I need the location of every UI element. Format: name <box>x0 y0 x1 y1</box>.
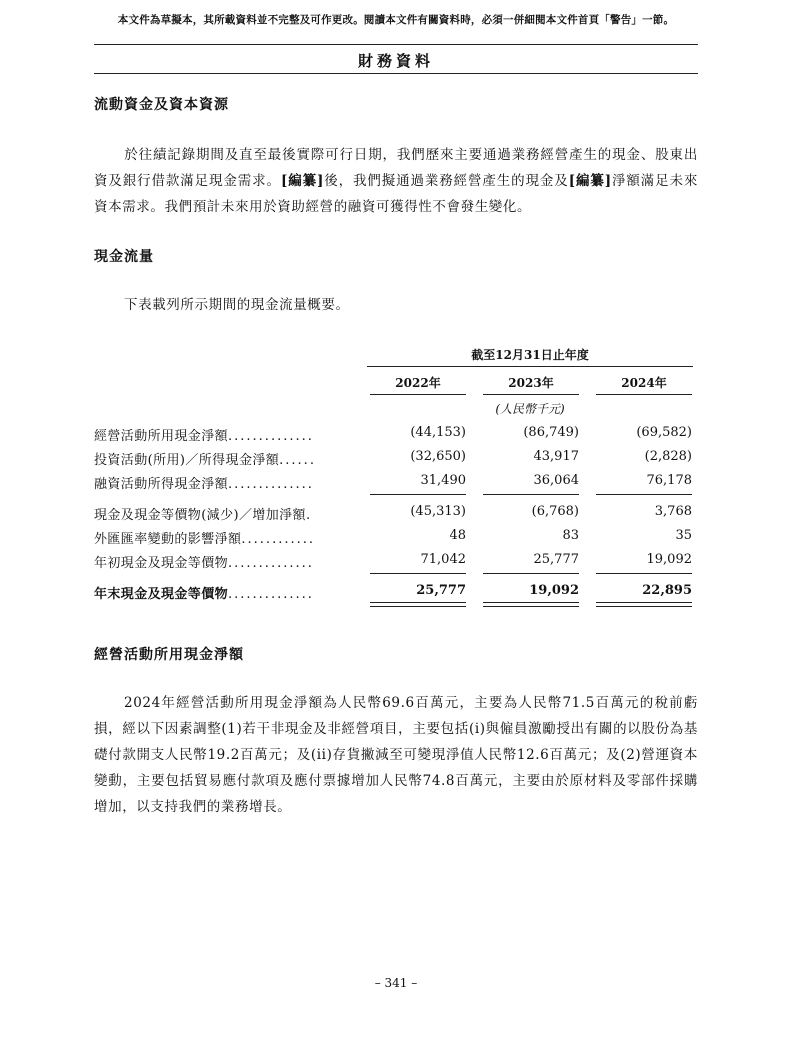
cell-value: 36,064 <box>533 473 579 488</box>
year-header-2024: 2024年 <box>621 376 667 390</box>
redacted-marker-2: [編纂] <box>568 173 612 189</box>
subtotal-rule <box>596 494 692 495</box>
leader-dots: .............. <box>228 587 314 602</box>
heading-cash-flow: 現金流量 <box>94 249 154 265</box>
subtotal-rule <box>370 573 466 574</box>
year-header-2023: 2023年 <box>508 376 554 390</box>
table-row <box>94 449 698 473</box>
cash-flow-intro <box>94 292 698 318</box>
cell-value: 71,042 <box>420 552 466 567</box>
cell-value: 25,777 <box>533 552 579 567</box>
cell-value: (2,828) <box>644 449 692 464</box>
liquidity-paragraph <box>94 142 698 220</box>
cell-value: 83 <box>562 528 579 543</box>
cell-value: (45,313) <box>410 504 466 519</box>
year-rule <box>370 394 466 395</box>
cell-value: 25,777 <box>416 583 466 598</box>
period-header-rule <box>367 366 693 367</box>
cell-value: 31,490 <box>420 473 466 488</box>
row-label: 外匯匯率變動的影響淨額 <box>94 532 242 547</box>
total-double-rule <box>483 602 579 607</box>
heading-operating-cash: 經營活動所用現金淨額 <box>94 647 244 663</box>
table-row <box>94 528 698 552</box>
cell-value: (69,582) <box>636 425 692 440</box>
cell-value: (6,768) <box>531 504 579 519</box>
redacted-marker-1: [編纂] <box>280 173 324 189</box>
row-label: 融資活動所得現金淨額 <box>94 477 229 492</box>
header-rule-top <box>94 44 698 45</box>
table-row <box>94 425 698 449</box>
cell-value: 43,917 <box>533 449 579 464</box>
table-row <box>94 504 698 528</box>
cell-value: 22,895 <box>642 583 692 598</box>
cell-value: (44,153) <box>410 425 466 440</box>
row-label: 經營活動所用現金淨額 <box>94 429 229 444</box>
subtotal-rule <box>596 573 692 574</box>
row-label: 年初現金及現金等價物 <box>94 556 229 571</box>
subtotal-rule <box>483 573 579 574</box>
section-title: 財務資料 <box>357 52 434 70</box>
draft-warning: 本文件為草擬本，其所載資料並不完整及可作更改。閱讀本文件有關資料時，必須一併細閱本文件首頁「警告」一節。 <box>117 14 675 26</box>
total-double-rule <box>596 602 692 607</box>
row-label: 投資活動(所用)／所得現金淨額 <box>94 453 280 468</box>
subtotal-rule <box>483 494 579 495</box>
leader-dots: . <box>305 508 313 523</box>
leader-dots: .............. <box>228 477 314 492</box>
leader-dots: ............ <box>241 532 315 547</box>
cell-value: (32,650) <box>410 449 466 464</box>
cash-flow-intro-text: 下表載列所示期間的現金流量概要。 <box>124 297 350 313</box>
leader-dots: .............. <box>228 429 314 444</box>
total-double-rule <box>370 602 466 607</box>
row-label: 年末現金及現金等價物 <box>94 587 229 602</box>
operating-cash-text: 2024年經營活動所用現金淨額為人民幣69.6百萬元，主要為人民幣71.5百萬元的稅前虧損，經以下因素調整(1)若干非現金及非經營項目，主要包括(i)與僱員激勵授出有關的以股份為基礎付款開支人民幣19.2百萬元；及(ii)存貨撇減至可變現淨值人民幣12.6百萬元；及(2)營運資本變動，主要包括貿易應付款項及應付票據增加人民幣74.8百萬元，主要由於原材料及零部件採購增加，以支持我們的業務增長。 <box>94 695 698 815</box>
row-label: 現金及現金等價物(減少)／增加淨額 <box>94 508 306 523</box>
liquidity-text-3: 淨額滿足未來資本需求。我們預計未來用於資助經營的融資可獲得性不會發生變化。 <box>94 173 698 215</box>
year-rule <box>596 394 692 395</box>
leader-dots: ...... <box>279 453 316 468</box>
subtotal-rule <box>370 494 466 495</box>
year-rule <box>483 394 579 395</box>
cell-value: 19,092 <box>529 583 579 598</box>
period-header: 截至12月31日止年度 <box>471 348 589 362</box>
cell-value: 19,092 <box>646 552 692 567</box>
page-number: – 341 – <box>374 976 418 990</box>
cell-value: 3,768 <box>654 504 692 519</box>
liquidity-text-2: 後，我們擬通過業務經營產生的現金及 <box>323 173 569 189</box>
cell-value: 35 <box>675 528 692 543</box>
liquidity-text-1: 於往績記錄期間及直至最後實際可行日期，我們歷來主要通過業務經營產生的現金、股東出資及銀行借款滿足現金需求。 <box>94 147 698 189</box>
cell-value: (86,749) <box>523 425 579 440</box>
heading-liquidity: 流動資金及資本資源 <box>94 97 229 113</box>
cell-value: 48 <box>449 528 466 543</box>
unit-label: (人民幣千元) <box>495 402 565 416</box>
leader-dots: .............. <box>228 556 314 571</box>
operating-cash-paragraph <box>94 690 698 820</box>
cell-value: 76,178 <box>646 473 692 488</box>
header-rule-bottom <box>94 73 698 74</box>
year-header-2022: 2022年 <box>395 376 441 390</box>
